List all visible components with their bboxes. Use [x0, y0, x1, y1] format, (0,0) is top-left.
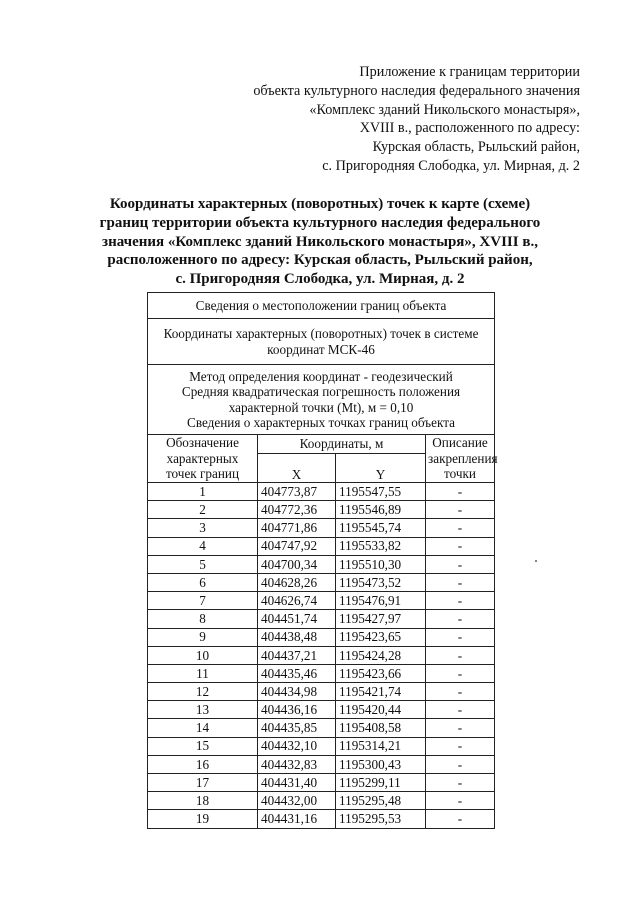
table-row: [148, 755, 495, 773]
description-cell: -: [426, 755, 495, 773]
x-coordinate-cell: 404432,83: [258, 755, 336, 773]
info-method-line: Метод определения координат - геодезический: [189, 368, 453, 384]
table-row: [148, 792, 495, 810]
table-row: [148, 701, 495, 719]
x-coordinate-cell: 404438,48: [258, 628, 336, 646]
x-coordinate-cell: 404771,86: [258, 519, 336, 537]
y-coordinate-cell: 1195420,44: [336, 701, 426, 719]
info-system-cell: Координаты характерных (поворотных) точек в системе координат МСК-46: [148, 319, 495, 365]
point-number-cell: 14: [148, 719, 258, 737]
x-coordinate-cell: 404435,46: [258, 664, 336, 682]
x-coordinate-cell: 404431,40: [258, 774, 336, 792]
description-cell: -: [426, 683, 495, 701]
table-row: [148, 810, 495, 828]
point-number-cell: 10: [148, 646, 258, 664]
x-coordinate-cell: 404435,85: [258, 719, 336, 737]
x-coordinate-cell: 404431,16: [258, 810, 336, 828]
point-number-cell: 3: [148, 519, 258, 537]
x-coordinate-cell: 404432,00: [258, 792, 336, 810]
title-line: расположенного по адресу: Курская область, Рыльский район,: [107, 252, 533, 269]
point-number-cell: 17: [148, 774, 258, 792]
x-coordinate-cell: 404772,36: [258, 501, 336, 519]
table-row: [148, 737, 495, 755]
title-line: с. Пригородняя Слободка, ул. Мирная, д. 2: [175, 271, 465, 288]
y-coordinate-cell: 1195546,89: [336, 501, 426, 519]
y-coordinate-cell: 1195473,52: [336, 573, 426, 591]
appendix-line: XVIII в., расположенного по адресу:: [359, 120, 580, 137]
y-coordinate-cell: 1195427,97: [336, 610, 426, 628]
header-points: Обозначение характерных точек границ: [148, 435, 258, 483]
info-method-cell: [148, 365, 495, 435]
y-coordinate-cell: 1195314,21: [336, 737, 426, 755]
table-row: [148, 628, 495, 646]
table-row: [148, 519, 495, 537]
description-cell: -: [426, 701, 495, 719]
appendix-line: объекта культурного наследия федерального значения: [253, 82, 580, 99]
y-coordinate-cell: 1195476,91: [336, 592, 426, 610]
table-row: [148, 610, 495, 628]
point-number-cell: 13: [148, 701, 258, 719]
point-number-cell: 2: [148, 501, 258, 519]
header-coords: Координаты, м: [258, 435, 426, 454]
point-number-cell: 19: [148, 810, 258, 828]
y-coordinate-cell: 1195424,28: [336, 646, 426, 664]
description-cell: -: [426, 810, 495, 828]
point-number-cell: 4: [148, 537, 258, 555]
document-title: [80, 195, 560, 289]
table-row: [148, 592, 495, 610]
y-coordinate-cell: 1195423,65: [336, 628, 426, 646]
y-coordinate-cell: 1195295,48: [336, 792, 426, 810]
point-number-cell: 5: [148, 555, 258, 573]
header-desc: Описание закрепления точки: [426, 435, 495, 483]
description-cell: -: [426, 592, 495, 610]
table-row: [148, 646, 495, 664]
y-coordinate-cell: 1195299,11: [336, 774, 426, 792]
description-cell: -: [426, 555, 495, 573]
appendix-line: «Комплекс зданий Никольского монастыря»,: [309, 101, 580, 118]
title-line: границ территории объекта культурного наследия федерального: [99, 214, 541, 231]
x-coordinate-cell: 404437,21: [258, 646, 336, 664]
table-row: [148, 537, 495, 555]
description-cell: -: [426, 573, 495, 591]
x-coordinate-cell: 404434,98: [258, 683, 336, 701]
point-number-cell: 1: [148, 483, 258, 501]
x-coordinate-cell: 404700,34: [258, 555, 336, 573]
x-coordinate-cell: 404432,10: [258, 737, 336, 755]
point-number-cell: 18: [148, 792, 258, 810]
info-method-line: Сведения о характерных точках границ объекта: [187, 415, 455, 430]
y-coordinate-cell: 1195295,53: [336, 810, 426, 828]
info-method-line: Средняя квадратическая погрешность положения характерной точки (Мt), м = 0,10: [181, 384, 461, 415]
x-coordinate-cell: 404451,74: [258, 610, 336, 628]
table-header-row: [148, 435, 495, 454]
y-coordinate-cell: 1195421,74: [336, 683, 426, 701]
description-cell: -: [426, 792, 495, 810]
description-cell: -: [426, 537, 495, 555]
appendix-line: Курская область, Рыльский район,: [372, 139, 580, 156]
y-coordinate-cell: 1195545,74: [336, 519, 426, 537]
point-number-cell: 7: [148, 592, 258, 610]
table-row: [148, 501, 495, 519]
description-cell: -: [426, 483, 495, 501]
point-number-cell: 12: [148, 683, 258, 701]
description-cell: -: [426, 628, 495, 646]
table-row: [148, 573, 495, 591]
description-cell: -: [426, 774, 495, 792]
point-number-cell: 15: [148, 737, 258, 755]
y-coordinate-cell: 1195510,30: [336, 555, 426, 573]
point-number-cell: 6: [148, 573, 258, 591]
appendix-line: с. Пригородняя Слободка, ул. Мирная, д. 2: [322, 157, 580, 174]
info-row-location: [148, 293, 495, 319]
x-coordinate-cell: 404628,26: [258, 573, 336, 591]
y-coordinate-cell: 1195533,82: [336, 537, 426, 555]
point-number-cell: 16: [148, 755, 258, 773]
y-coordinate-cell: 1195423,66: [336, 664, 426, 682]
point-number-cell: 11: [148, 664, 258, 682]
point-number-cell: 8: [148, 610, 258, 628]
description-cell: -: [426, 519, 495, 537]
x-coordinate-cell: 404773,87: [258, 483, 336, 501]
description-cell: -: [426, 664, 495, 682]
description-cell: -: [426, 737, 495, 755]
table-row: [148, 664, 495, 682]
x-coordinate-cell: 404747,92: [258, 537, 336, 555]
y-coordinate-cell: 1195300,43: [336, 755, 426, 773]
header-y: Y: [336, 454, 426, 483]
info-row-method: [148, 365, 495, 435]
table-row: [148, 774, 495, 792]
title-line: Координаты характерных (поворотных) точек к карте (схеме): [109, 196, 531, 212]
info-location-cell: Сведения о местоположении границ объекта: [148, 293, 495, 319]
appendix-line: Приложение к границам территории: [359, 64, 580, 80]
table-row: [148, 555, 495, 573]
x-coordinate-cell: 404626,74: [258, 592, 336, 610]
y-coordinate-cell: 1195547,55: [336, 483, 426, 501]
table-row: [148, 683, 495, 701]
appendix-note: [160, 63, 580, 176]
description-cell: -: [426, 719, 495, 737]
point-number-cell: 9: [148, 628, 258, 646]
y-coordinate-cell: 1195408,58: [336, 719, 426, 737]
description-cell: -: [426, 646, 495, 664]
header-x: X: [258, 454, 336, 483]
info-row-system: [148, 319, 495, 365]
table-row: [148, 719, 495, 737]
description-cell: -: [426, 501, 495, 519]
description-cell: -: [426, 610, 495, 628]
table-row: [148, 483, 495, 501]
coordinates-table: [147, 292, 498, 829]
scan-speck: [535, 560, 537, 562]
x-coordinate-cell: 404436,16: [258, 701, 336, 719]
title-line: значения «Комплекс зданий Никольского монастыря», XVIII в.,: [102, 233, 538, 250]
